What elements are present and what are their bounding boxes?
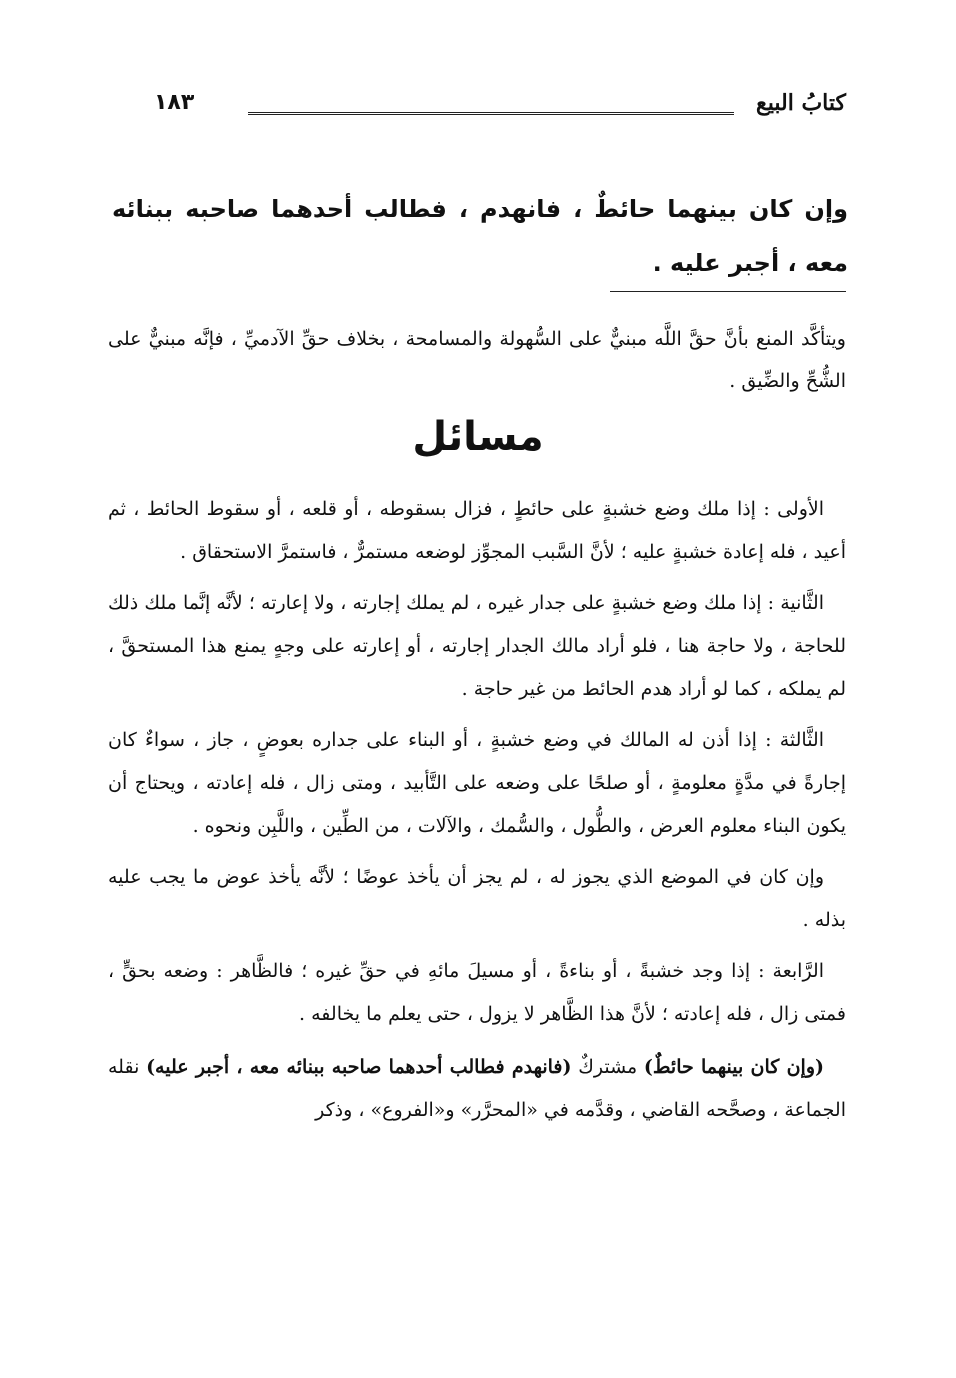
paragraph-first-issue: الأولى : إذا ملك وضع خشبةٍ على حائطٍ ، فزال بسقوطه ، أو قلعه ، أو سقوط الحائط ، ثم أعيد ، فله إعادة خشبةٍ عليه ؛ لأنَّ السَّبب المجوِّز لوضعه مستمرٌّ ، فاستمرَّ الاستحقاق .	[108, 498, 846, 563]
page-number: ١٨٣	[154, 90, 195, 115]
paragraph-fourth-issue: الرَّابعة : إذا وجد خشبةً ، أو بناءةً ، أو مسيلَ مائهِ في حقِّ غيره ؛ فالظَّاهر : وضعه بحقٍّ ، فمتى زال ، فله إعادته ؛ لأنَّ هذا الظَّاهر لا يزول ، حتى يعلم ما يخالفه .	[108, 960, 846, 1025]
paragraph-third-issue-continued: وإن كان في الموضع الذي يجوز له ، لم يجز أن يأخذ عوضًا ؛ لأنَّه يأخذ عوض ما يجب عليه بذله .	[108, 866, 846, 931]
separator-rule	[610, 291, 846, 292]
paragraph-second-issue: الثَّانية : إذا ملك وضع خشبةٍ على جدار غيره ، لم يملك إجارته ، ولا إعارته ؛ لأنَّه إنَّما ملك ذلك للحاجة ، ولا حاجة هنا ، فلو أراد مالك الجدار إجارته ، أو إعارته على وجهٍ يمنع هذا المستحقَّ ، لم يملكه ، كما لو أراد هدم الحائط من غير حاجة .	[108, 592, 846, 700]
commentary-text: نقله الجماعة ، وصحَّحه القاضي ، وقدَّمه في «المحرَّر» و«الفروع» ، وذكر	[108, 1056, 846, 1121]
matn-quote: (فانهدم فطالب أحدهما صاحبه ببنائه معه ، أجبر عليه)	[146, 1056, 572, 1078]
paragraph-third-issue: الثَّالثة : إذا أذن له المالك في وضع خشبةٍ ، أو البناء على جداره بعوضٍ ، جاز ، سواءٌ كان إجارةً في مدَّةٍ معلومةٍ ، أو صلحًا على وضعه على التَّأبيد ، ومتى زال ، فله إعادته ، ويحتاج أن يكون البناء معلوم العرض ، والطُّول ، والسُّمك ، والآلات ، من الطِّين ، واللَّبِن ونحوه .	[108, 729, 846, 837]
header-rule	[248, 112, 734, 115]
running-title: كتابُ البيع	[756, 90, 846, 116]
section-heading: مسائل	[412, 414, 544, 460]
matn-text: وإن كان بينهما حائطٌ ، فانهدم ، فطالب أحدهما صاحبه ببنائه معه ، أجبر عليه .	[112, 195, 848, 277]
matn-quote: (وإن كان بينهما حائطٌ)	[643, 1056, 824, 1078]
commentary-text: مشتركٌ	[571, 1056, 644, 1078]
page-header	[140, 90, 846, 130]
paragraph-matn-commentary	[108, 1046, 846, 1132]
commentary-continuation: ويتأكَّد المنع بأنَّ حقَّ اللَّه مبنيٌّ على السُّهولة والمسامحة ، بخلاف حقِّ الآدميِّ ، فإنَّه مبنيٌّ على الشُّحِّ والضِّيق .	[108, 328, 846, 392]
commentary-body	[108, 488, 846, 1140]
